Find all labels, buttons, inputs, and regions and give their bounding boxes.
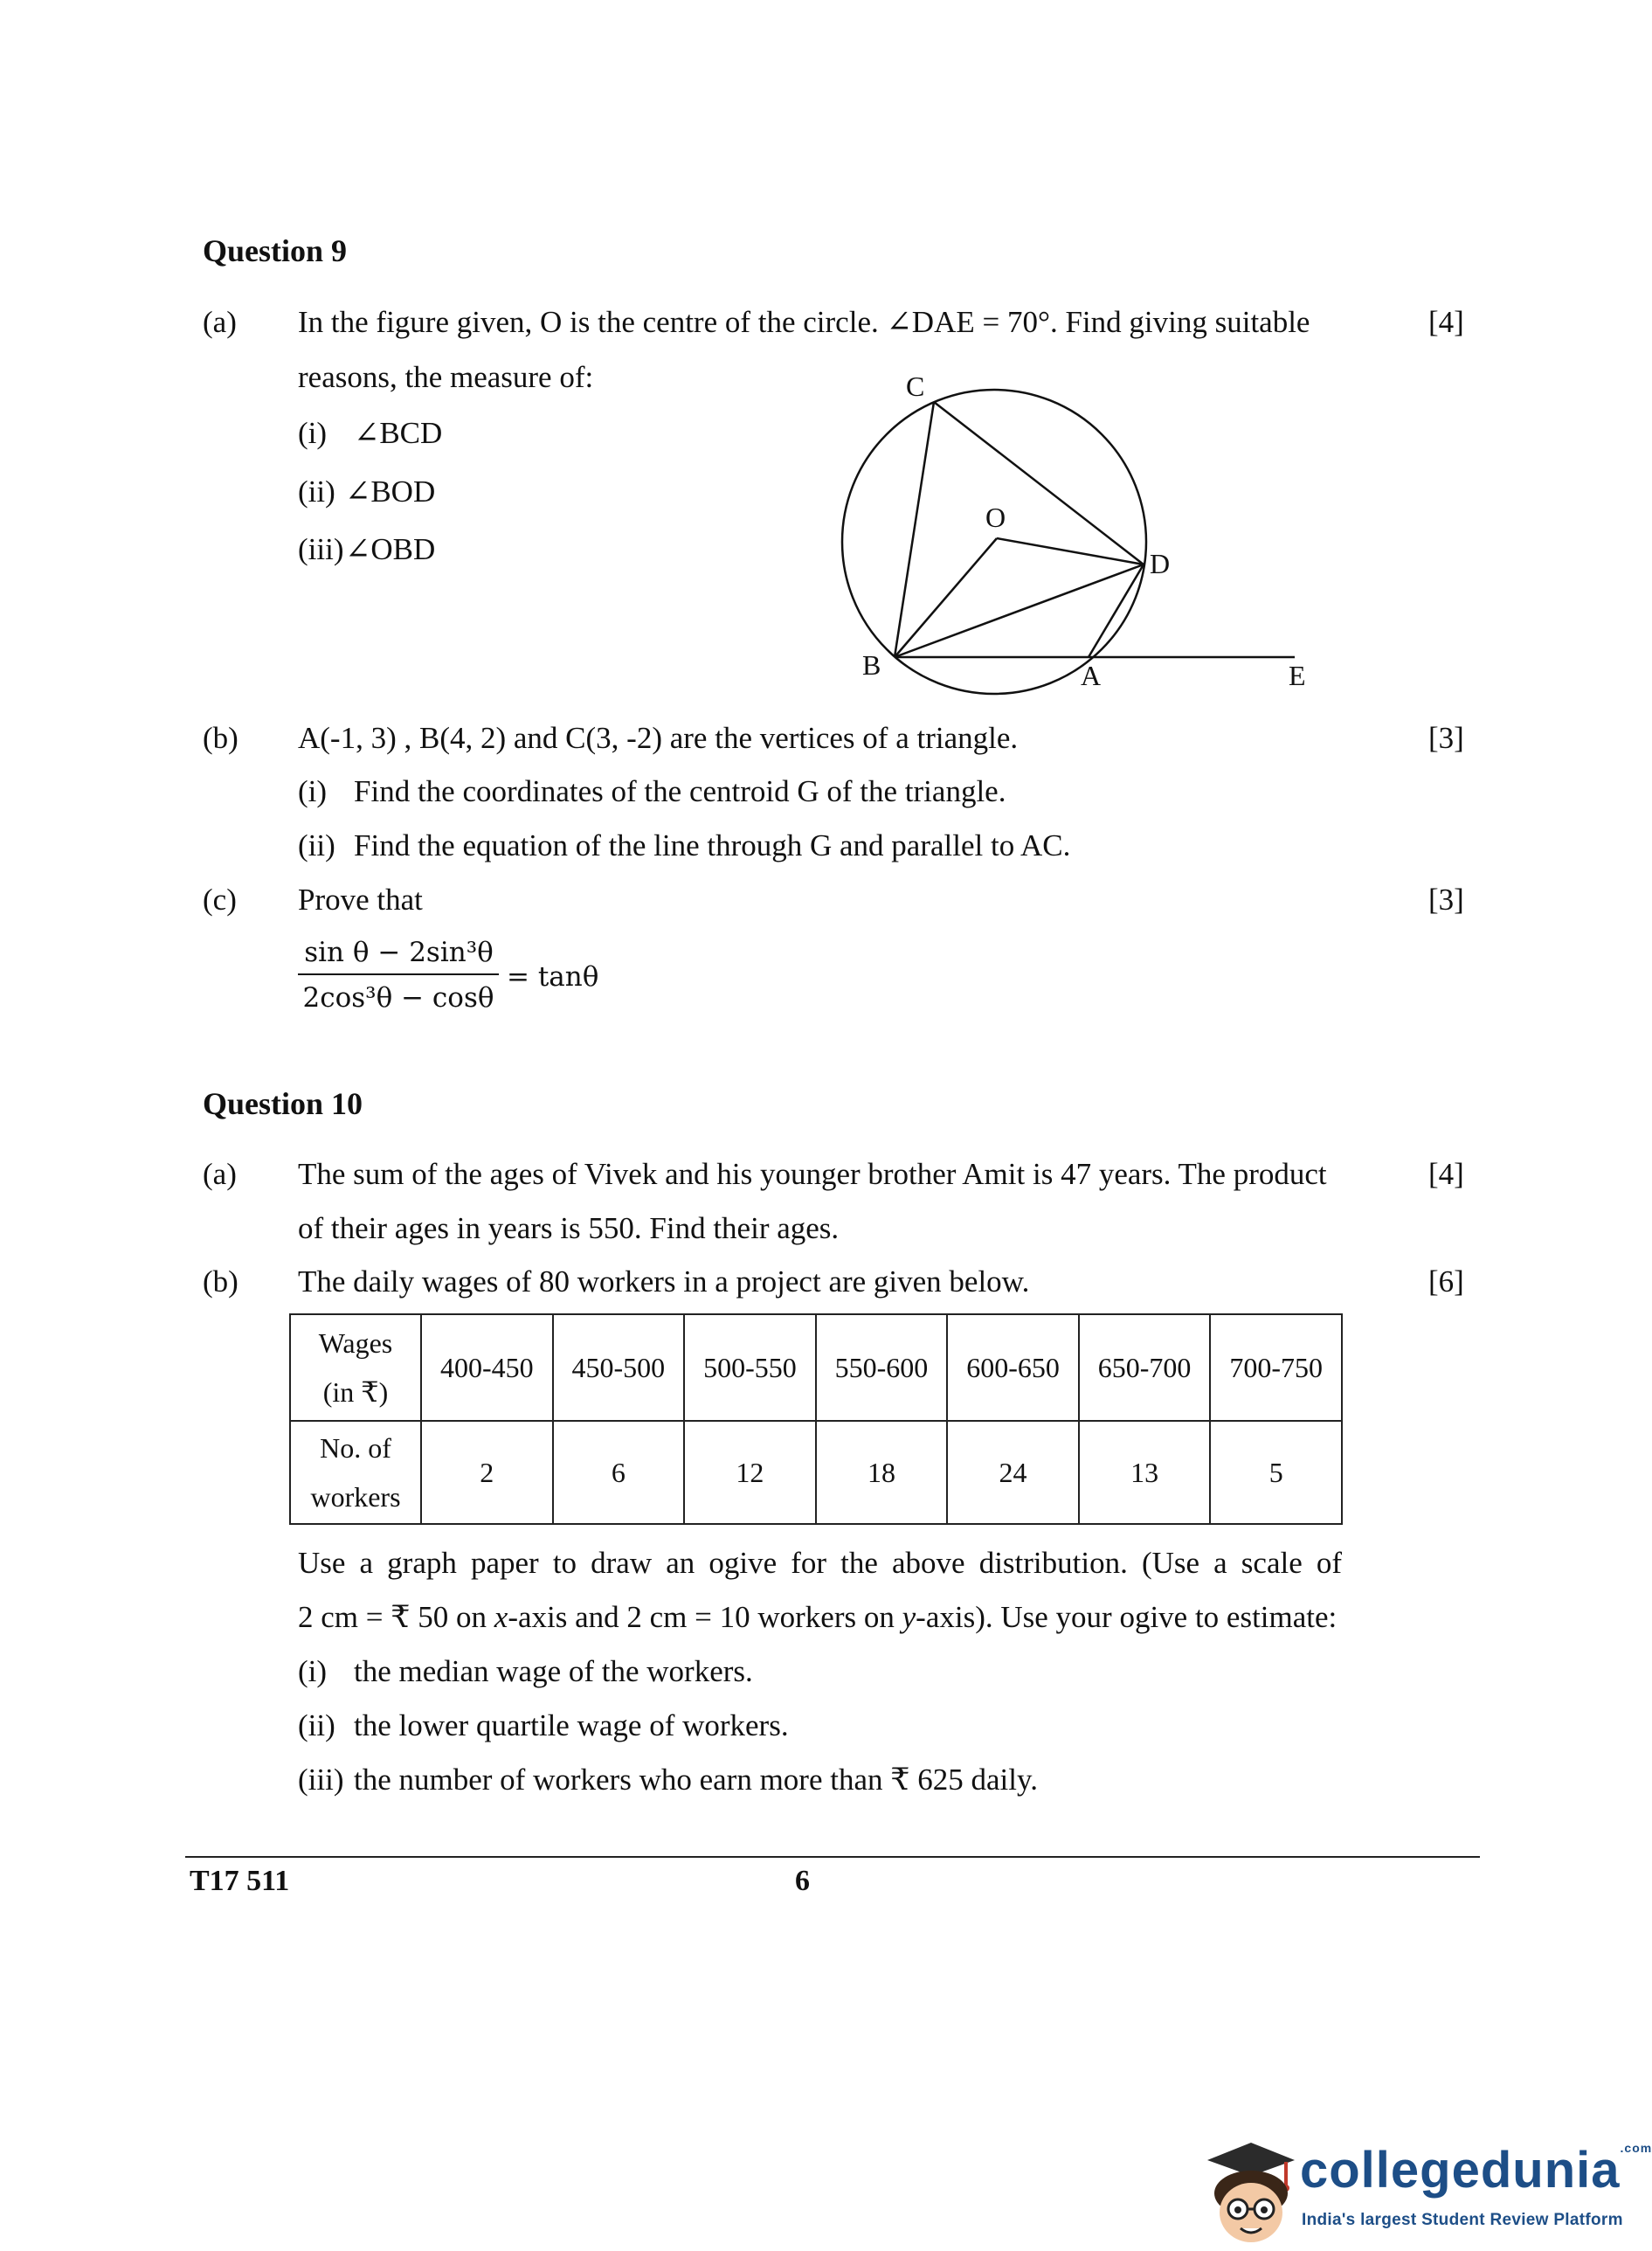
q10a-line2: of their ages in years is 550. Find their ages. [298,1211,840,1245]
q10b-item-num: (i) [298,1654,328,1688]
table-cell: 500-550 [684,1314,816,1421]
table-header-line: workers [310,1481,401,1513]
q9b-item-num: (ii) [298,828,335,862]
q10b-item-text: the lower quartile wage of workers. [354,1708,789,1742]
logo-tagline: India's largest Student Review Platform [1302,2211,1623,2229]
table-cell: 450-500 [553,1314,685,1421]
table-cell: 12 [684,1421,816,1524]
fraction-denominator: 2cos³θ − cosθ [302,982,494,1014]
footer-rule [185,1856,1480,1858]
table-cell: 700-750 [1210,1314,1342,1421]
page-number: 6 [795,1865,810,1897]
label-b: B [862,649,881,681]
q10b-item-num: (iii) [298,1763,344,1797]
line-cd [934,402,1144,564]
q10b-para-line2 [298,1600,1337,1635]
q10b-para-line1: Use a graph paper to draw an ogive for the above distribution. (Use a scale of [298,1546,1342,1580]
label-a: A [1081,660,1102,691]
fraction-numerator: sin θ − 2sin³θ [304,937,494,968]
y-var: y [902,1600,916,1634]
para-text: 2 cm = ₹ 50 on [298,1600,494,1634]
q9a-item-num: (iii) [298,532,344,566]
q10a-line1: The sum of the ages of Vivek and his younger brother Amit is 47 years. The product [298,1157,1327,1191]
q9a-item-text: ∠BOD [345,474,436,509]
table-cell: 550-600 [816,1314,948,1421]
q10b-marks: [6] [1428,1264,1464,1299]
question-9-heading: Question 9 [203,233,348,268]
q9c-marks: [3] [1428,883,1464,917]
line-od [997,538,1144,564]
label-e: E [1289,660,1306,691]
footer-code: T17 511 [190,1865,290,1897]
q9b-item-text: Find the coordinates of the centroid G of the triangle. [354,774,1006,808]
q9a-line1: In the figure given, O is the centre of the circle. ∠DAE = 70°. Find giving suitable [298,305,1310,339]
table-cell: 2 [421,1421,553,1524]
logo-wordmark [1300,2141,1652,2199]
table-cell: 6 [553,1421,685,1524]
q10b-item-text: the median wage of the workers. [354,1654,753,1688]
label-d: D [1150,548,1171,579]
table-cell: 650-700 [1079,1314,1211,1421]
label-c: C [906,371,925,402]
q9b-line1: A(-1, 3) , B(4, 2) and C(3, -2) are the vertices of a triangle. [298,721,1019,755]
table-cell: 600-650 [947,1314,1079,1421]
table-cell: 13 [1079,1421,1211,1524]
logo-name: collegedunia [1300,2142,1621,2199]
x-var: x [494,1600,508,1634]
fraction-bar [298,973,499,975]
table-header-line: No. of [320,1432,391,1464]
wages-table [289,1313,1343,1525]
q9b-marks: [3] [1428,721,1464,755]
q9a-item-text: ∠OBD [345,532,436,566]
table-row-header [290,1421,421,1524]
q10b-item-text: the number of workers who earn more than ₹ 625 daily. [354,1763,1038,1797]
q9a-item-num: (i) [298,416,328,450]
table-row-header [290,1314,421,1421]
logo-suffix: .com [1620,2141,1652,2155]
q10b-item-num: (ii) [298,1708,335,1742]
q9a-label: (a) [203,305,237,339]
mascot-icon [1190,2125,1303,2248]
line-da [1089,564,1144,657]
q9b-item-num: (i) [298,774,328,808]
table-row [290,1314,1342,1421]
fraction-rhs: = tanθ [507,961,599,993]
q9a-line2: reasons, the measure of: [298,360,594,394]
table-cell: 18 [816,1421,948,1524]
table-cell: 5 [1210,1421,1342,1524]
q9c-line1: Prove that [298,883,423,917]
q9a-marks: [4] [1428,305,1464,339]
q10b-line1: The daily wages of 80 workers in a project are given below. [298,1264,1030,1299]
question-10-heading: Question 10 [203,1086,363,1121]
table-header-line: Wages [318,1327,393,1359]
table-header-line: (in ₹) [322,1376,389,1408]
label-o: O [985,502,1006,533]
q10a-marks: [4] [1428,1157,1464,1191]
q9a-item-num: (ii) [298,474,335,509]
para-text: -axis and 2 cm = 10 workers on [508,1600,902,1634]
q9b-label: (b) [203,721,238,755]
q10a-label: (a) [203,1157,237,1191]
para-text: -axis). Use your ogive to estimate: [916,1600,1337,1634]
table-cell: 400-450 [421,1314,553,1421]
table-cell: 24 [947,1421,1079,1524]
q9b-item-text: Find the equation of the line through G and parallel to AC. [354,828,1071,862]
q9a-item-text: ∠BCD [354,416,443,450]
q10b-label: (b) [203,1264,238,1299]
q9c-label: (c) [203,883,237,917]
circle-figure [821,367,1328,699]
table-row [290,1421,1342,1524]
